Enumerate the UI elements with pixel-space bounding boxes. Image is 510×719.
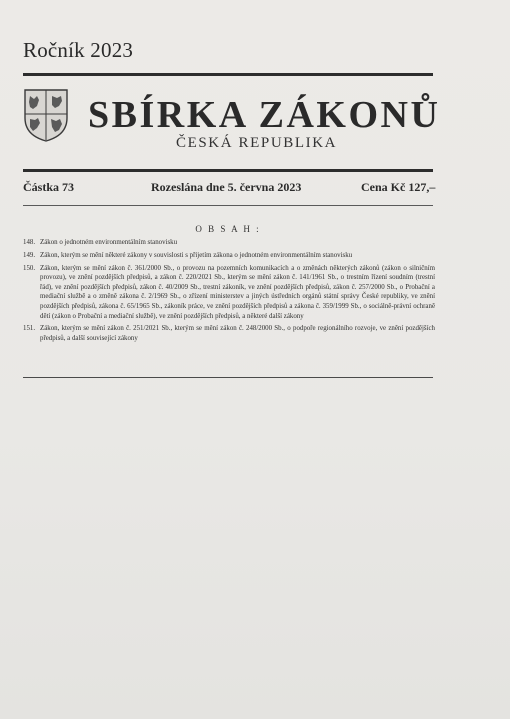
contents-list	[23, 238, 435, 347]
item-number: 151.	[23, 325, 36, 333]
top-rule	[23, 73, 433, 76]
gazette-title: SBÍRKA ZÁKONŮ	[88, 94, 441, 136]
item-number: 149.	[23, 251, 36, 259]
volume-label: Ročník 2023	[23, 38, 134, 62]
item-text: Zákon, kterým se mění zákon č. 361/2000 Sb., o provozu na pozemních komunikacích a o změnách některých zákonů (zákon o silničním provozu), ve znění pozdějších předpisů, a zákon č. 220/2021 Sb., kterým se mění zákon č. 141/1961 Sb., o trestním řízení soudním (trestní řád), ve znění pozdějších předpisů, zákon č. 40/2009 Sb., trestní zákoník, ve znění pozdějších předpisů, zákon č. 257/2000 Sb., o Probační a mediační službě a o změně zákona č. 2/1969 Sb., o zřízení ministerstev a jiných ústředních orgánů státní správy České republiky, ve znění pozdějších předpisů, zákona č. 65/1965 Sb., zákoník práce, ve znění pozdějších předpisů a zákona č. 359/1999 Sb., o sociálně-právní ochraně dětí (zákon o Probační a mediační službě), ve znění pozdějších předpisů, a některé další zákony	[40, 264, 435, 320]
issue-part: Částka 73	[23, 180, 75, 194]
contents-end-rule	[23, 377, 433, 378]
item-number: 148.	[23, 239, 36, 246]
issue-distributed-date: Rozeslána dne 5. června 2023	[151, 180, 302, 194]
list-item	[23, 324, 435, 343]
item-text: Zákon, kterým se mění některé zákony v souvislosti s přijetím zákona o jednotném environmentálním stanovisku	[40, 251, 353, 259]
list-item	[23, 238, 435, 248]
item-text: Zákon, kterým se mění zákon č. 251/2021 Sb., kterým se mění zákon č. 248/2000 Sb., o podpoře regionálního rozvoje, ve znění pozdějších předpisů, a další související zákony	[40, 325, 435, 342]
issue-price: Cena Kč 127,–	[361, 180, 436, 194]
item-text: Zákon o jednotném environmentálním stanovisku	[40, 239, 178, 246]
list-item	[23, 251, 435, 261]
issue-info-rule	[23, 205, 433, 206]
czech-coat-of-arms-icon	[23, 88, 69, 142]
masthead-rule	[23, 169, 433, 172]
gazette-subtitle: ČESKÁ REPUBLIKA	[176, 135, 338, 151]
contents-heading: O B S A H :	[195, 224, 261, 234]
item-number: 150.	[23, 264, 36, 272]
list-item	[23, 264, 435, 322]
